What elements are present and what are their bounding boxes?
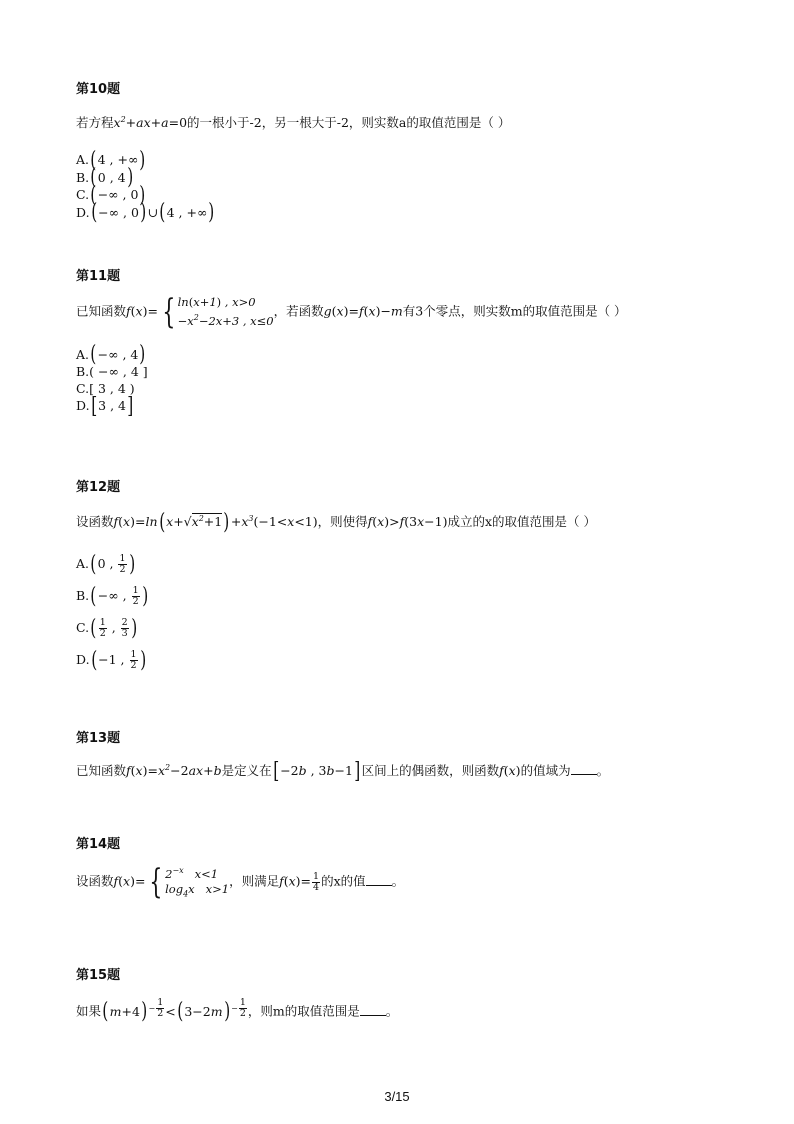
option-b: B.( −∞ , 4 ] [76, 364, 148, 380]
question-15 [76, 968, 736, 1025]
question-stem: 设函数f(x)= { $2^{-x}$ x<1 $\log_4x$ x>1，则满足f(x)= $\frac{1}{4}$ 的x的值 。 [76, 862, 405, 903]
options-list [76, 342, 736, 419]
question-title: 第15题 [76, 968, 121, 983]
question-11 [76, 269, 736, 419]
question-title: 第14题 [76, 837, 121, 852]
equation: $x^2+ax+a=0$ [113, 115, 188, 131]
options-list [76, 548, 736, 676]
option-a: A.(4 , +∞) [76, 147, 146, 173]
answer-blank[interactable] [571, 764, 597, 775]
option-d: D.(−1 , $\frac{1}{2}$ ) [76, 647, 146, 673]
option-b: B.(−∞ , $\frac{1}{2}$ ) [76, 583, 148, 609]
question-stem: 若方程$x^2+ax+a=0$的一根小于-2，另一根大于-2，则实数a的取值范围是（ ） [76, 115, 511, 131]
piecewise-cases: $2^{-x}$ x<1 $\log_4x$ x>1 [165, 866, 230, 899]
question-12 [76, 480, 736, 676]
option-c: C.(−∞ , 0) [76, 182, 146, 208]
question-14 [76, 837, 736, 901]
question-stem: 设函数$f(x)=\ln(x+√x^2+1)+x^3(-1<x<1)$，则使得f(x)>f(3x−1)成立的x的取值范围是（ ） [76, 509, 596, 535]
question-stem: 已知函数$f(x)=x^2-2ax+b$是定义在[−2b , 3b−1]区间上的偶函数，则函数f(x)的值域为 。 [76, 758, 610, 784]
question-stem: 如果$(m+4)^{- \frac{1}{2}}$ $<(3-2m)^{- \frac{1}{2}}$ ，则m的取值范围是 。 [76, 997, 399, 1025]
option-a: A.(0 , $\frac{1}{2}$ ) [76, 551, 135, 577]
options-list [76, 147, 736, 226]
page-number: 3/15 [384, 1089, 410, 1104]
question-title: 第13题 [76, 731, 121, 746]
answer-blank[interactable] [360, 1005, 386, 1016]
option-d: D.(−∞ , 0)∪(4 , +∞) [76, 200, 215, 226]
question-title: 第12题 [76, 480, 121, 495]
option-c: C.( $\frac{1}{2}$ , $\frac{2}{3}$ ) [76, 615, 138, 641]
option-b: B.(0 , 4) [76, 165, 133, 191]
piecewise-cases: ln(x+1) , x>0 $-x^2-2x+3$ , x≤0 [177, 295, 274, 328]
question-stem: 已知函数f(x)= { ln(x+1) , x>0 $-x^2-2x+3$ , x≤0，若函数g(x)=f(x)−m有3个零点，则实数m的取值范围是（ ） [76, 291, 627, 332]
answer-blank[interactable] [366, 875, 392, 886]
option-a: A.(−∞ , 4) [76, 342, 146, 368]
option-d: D.[3 , 4] [76, 393, 134, 419]
option-c: C.[ 3 , 4 ) [76, 381, 135, 397]
question-title: 第10题 [76, 82, 121, 97]
question-title: 第11题 [76, 269, 121, 284]
question-10 [76, 82, 736, 226]
question-13 [76, 731, 736, 784]
